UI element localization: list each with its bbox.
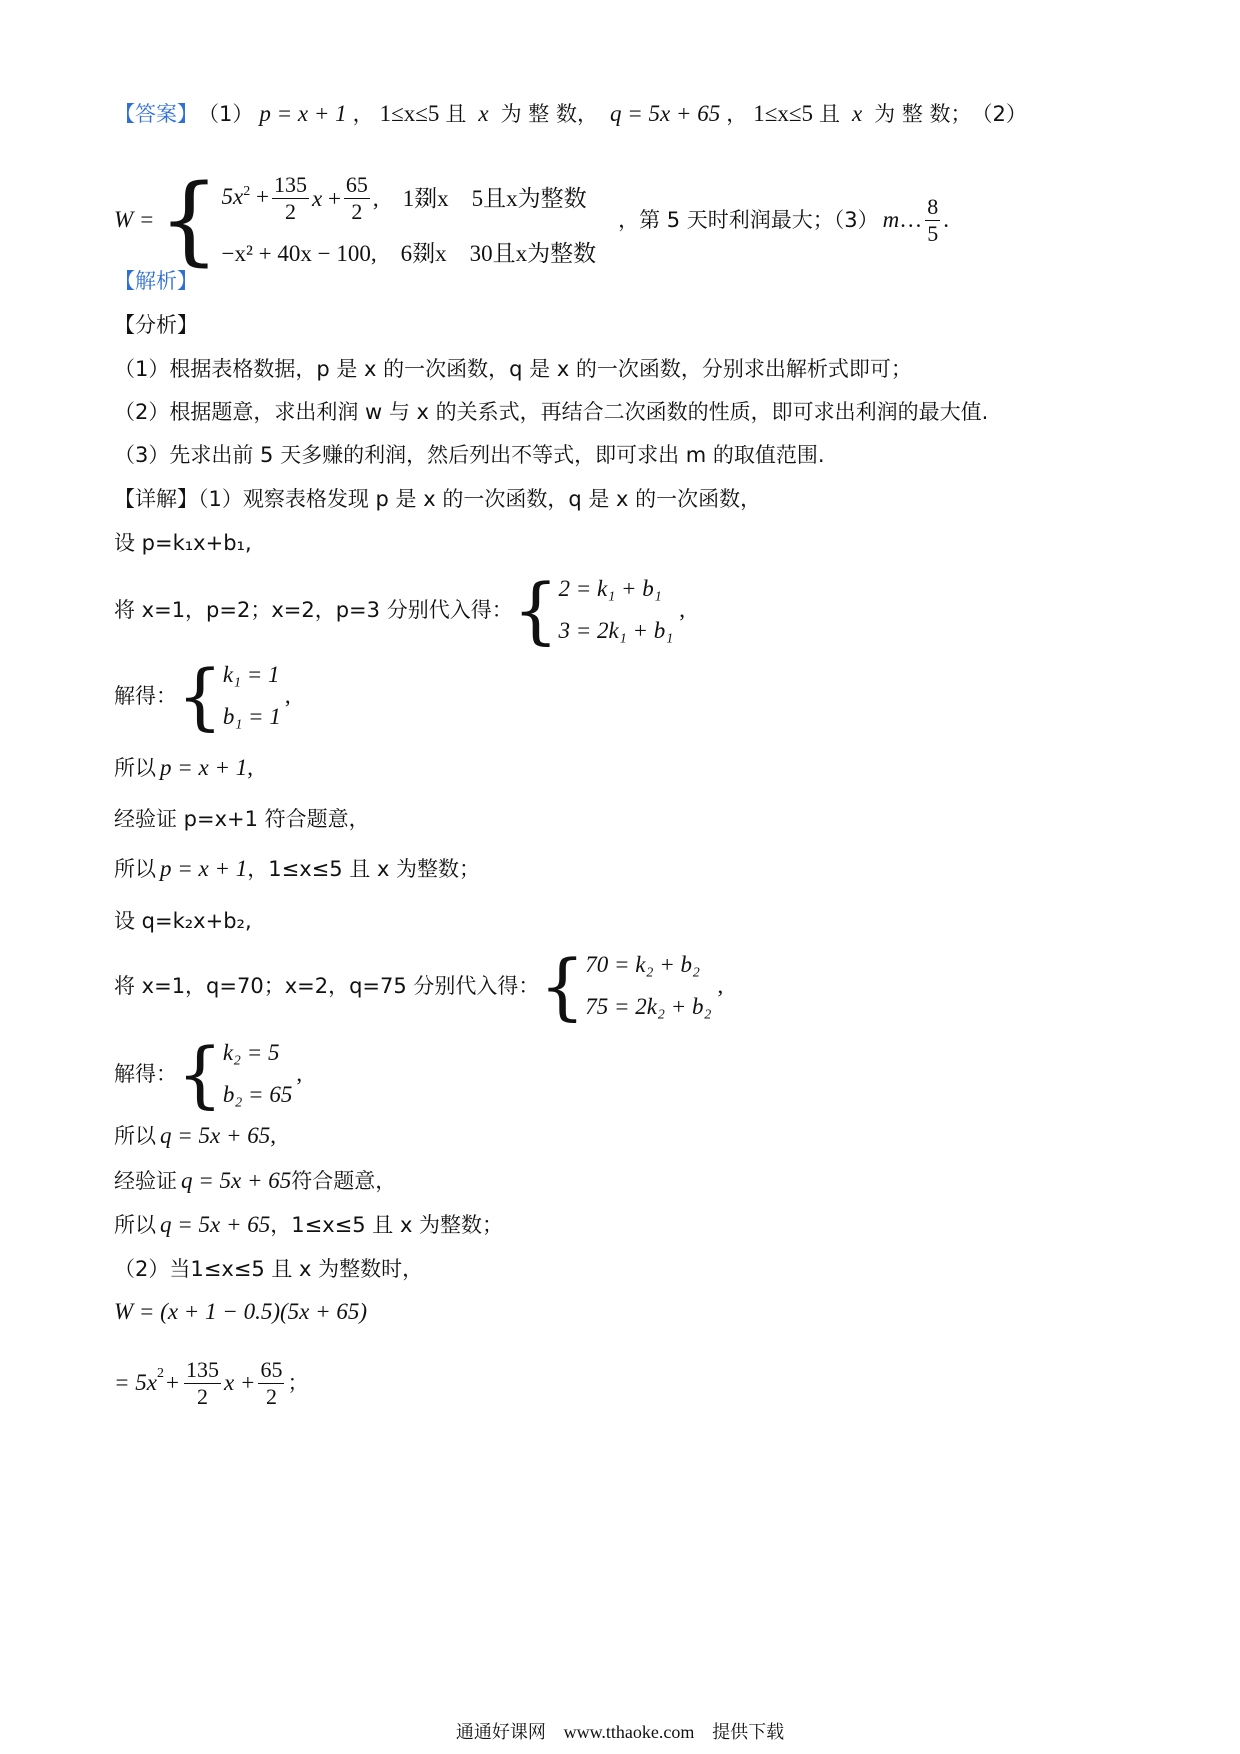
- answer-comma-1: ，: [352, 102, 374, 126]
- w-expanded-mid: x +: [223, 1370, 256, 1395]
- solution-p: [223, 661, 281, 731]
- verify-p: 经验证 p=x+1 符合题意，: [114, 807, 370, 831]
- system-q-row-2: 75 = 2k₂ + b₂: [585, 994, 712, 1019]
- answer-range-1: 1≤x≤5: [379, 101, 440, 126]
- w-fraction-65-2: $\frac{65}{2}$: [260, 1356, 283, 1409]
- answer-and-2: 且: [818, 102, 840, 126]
- w-expanded: = 5x 2 + $\frac{135}{2}$ x + $\frac{65}{2}$ ；: [114, 1356, 309, 1409]
- answer-end-period: .: [943, 207, 950, 232]
- answer-integer-2: 为 整 数；: [874, 102, 972, 126]
- w-product: W = (x + 1 − 0.5)(5x + 65): [114, 1299, 368, 1324]
- answer-part2-label: （2）: [971, 102, 1027, 126]
- substitute-p-line: 将 x=1，p=2；x=2，p=3 分别代入得： { 2 = k₁ + b₁ 3 = 2k₁ + b₁ ,: [114, 568, 686, 652]
- answer-line-1: [114, 100, 1027, 128]
- w-fraction-135-2: $\frac{135}{2}$: [185, 1356, 219, 1409]
- fraction-135-2: $\frac{135}{2}$: [273, 172, 307, 224]
- so-p-label: 所以: [114, 756, 156, 780]
- p-full-equation: p = x + 1: [160, 856, 248, 881]
- solution-q-line: 解得： { k₂ = 5 b₂ = 65 ,: [114, 1032, 303, 1116]
- fraction-65-2: $\frac{65}{2}$: [345, 172, 368, 224]
- solution-p-line: 解得： { k₁ = 1 b₁ = 1 ,: [114, 654, 291, 738]
- so-q-full-label: 所以: [114, 1213, 156, 1237]
- answer-piecewise-w: [114, 164, 950, 276]
- substitute-q-line: 将 x=1，q=70；x=2，q=75 分别代入得： { 70 = k₂ + b₂ 75 = 2k₂ + b₂ ,: [114, 944, 724, 1028]
- solution-q-row-1: k₂ = 5: [222, 1040, 280, 1065]
- verify-q-prefix: 经验证: [114, 1169, 177, 1193]
- p-full-line: [114, 855, 480, 883]
- verify-q-equation: q = 5x + 65: [181, 1168, 292, 1193]
- q-full-equation: q = 5x + 65: [160, 1212, 271, 1237]
- q-full-line: [114, 1211, 503, 1239]
- piecewise-row1-expr: $5x^2$ +: [221, 183, 269, 209]
- solution-p-row-1: k₁ = 1: [222, 662, 280, 687]
- verify-q-line: [114, 1167, 396, 1195]
- system-p: [559, 575, 674, 645]
- answer-integer-1: 为 整 数，: [500, 102, 598, 126]
- solution-q-row-2: b₂ = 65: [222, 1082, 293, 1107]
- answer-part1-label: （1）: [198, 102, 254, 126]
- answer-and-1: 且: [445, 102, 467, 126]
- answer-x-2: x: [851, 101, 863, 126]
- system-q: [585, 951, 711, 1021]
- w-expanded-prefix: = 5x: [114, 1370, 157, 1395]
- set-q: 设 q=k₂x+b₂,: [114, 909, 252, 933]
- detail-heading: 【详解】（1）观察表格发现 p 是 x 的一次函数，q 是 x 的一次函数，: [114, 487, 762, 511]
- footer-site-name: 通通好课网: [455, 1722, 546, 1743]
- piecewise-row-1: $5x^2$ + $\frac{135}{2}$ x + $\frac{65}{2}$ , 1剟x 5且x为整数: [221, 172, 587, 224]
- analysis-3: （3）先求出前 5 天多赚的利润，然后列出不等式，即可求出 m 的取值范围.: [114, 443, 825, 467]
- w-label: W =: [114, 207, 155, 232]
- answer-range-2: 1≤x≤5: [753, 101, 813, 126]
- substitute-p-text: 将 x=1，p=2；x=2，p=3 分别代入得：: [114, 598, 513, 622]
- w-expression: [114, 1298, 367, 1326]
- footer: [0, 1718, 1240, 1744]
- jiexi-heading: 【解析】: [114, 269, 198, 293]
- solution-q: [223, 1039, 293, 1109]
- fenxi-heading: 【分析】: [114, 313, 198, 337]
- answer-m-relation: …: [899, 207, 923, 232]
- set-p: 设 p=k₁x+b₁,: [114, 531, 252, 555]
- fraction-8-5: $\frac{8}{5}$: [927, 193, 939, 246]
- p-result: p = x + 1: [160, 755, 248, 780]
- piecewise-row2-condition: 6剟x 30且x为整数: [400, 241, 597, 266]
- answer-p-equation: p = x + 1: [259, 101, 347, 126]
- so-p-line: 所以 p = x + 1 ,: [114, 755, 253, 780]
- system-p-row-1: 2 = k₁ + b₁: [558, 576, 662, 601]
- answer-q-equation: q = 5x + 65: [609, 101, 721, 126]
- analysis-1: （1）根据表格数据，p 是 x 的一次函数，q 是 x 的一次函数，分别求出解析式即可；: [114, 357, 912, 381]
- piecewise-rows: [222, 172, 597, 268]
- verify-q-suffix: 符合题意，: [291, 1169, 397, 1193]
- so-q-label: 所以: [114, 1124, 156, 1148]
- system-q-brace: {: [539, 944, 586, 1028]
- solution-p-row-2: b₁ = 1: [222, 704, 281, 729]
- w-semicolon: ；: [287, 1371, 309, 1395]
- answer-tag: 【答案】: [114, 102, 198, 126]
- p-full-tail: ，1≤x≤5 且 x 为整数；: [247, 857, 481, 881]
- substitute-q-text: 将 x=1，q=70；x=2，q=75 分别代入得：: [114, 974, 540, 998]
- piecewise-row2-expr: −x² + 40x − 100,: [221, 241, 377, 266]
- system-p-brace: {: [512, 568, 559, 652]
- system-p-row-2: 3 = 2k₁ + b₁: [558, 618, 674, 643]
- footer-download-text: 提供下载: [712, 1722, 785, 1743]
- answer-x-1: x: [478, 101, 489, 126]
- analysis-2: （2）根据题意，求出利润 w 与 x 的关系式，再结合二次函数的性质，即可求出利润的最大值.: [114, 400, 989, 424]
- solution-p-brace: {: [177, 654, 223, 738]
- answer-m: m: [882, 207, 900, 232]
- answer-comma-2: ，: [726, 102, 748, 126]
- solution-p-label: 解得：: [114, 684, 177, 708]
- piecewise-row1-condition: 1剟x 5且x为整数: [402, 185, 587, 211]
- part2-heading: （2）当1≤x≤5 且 x 为整数时，: [114, 1257, 424, 1281]
- solution-q-label: 解得：: [114, 1062, 177, 1086]
- system-q-row-1: 70 = k₂ + b₂: [585, 952, 700, 977]
- so-q-line: 所以 q = 5x + 65 ,: [114, 1123, 276, 1148]
- footer-url[interactable]: www.tthaoke.com: [563, 1722, 695, 1742]
- q-full-tail: ，1≤x≤5 且 x 为整数；: [270, 1213, 504, 1237]
- so-p-full-label: 所以: [114, 857, 156, 881]
- piecewise-row-2: [222, 240, 597, 268]
- q-result: q = 5x + 65: [160, 1123, 271, 1148]
- solution-q-brace: {: [177, 1032, 223, 1116]
- piecewise-brace: {: [158, 164, 220, 276]
- answer-after-text: ，第 5 天时利润最大；（3）: [618, 208, 879, 232]
